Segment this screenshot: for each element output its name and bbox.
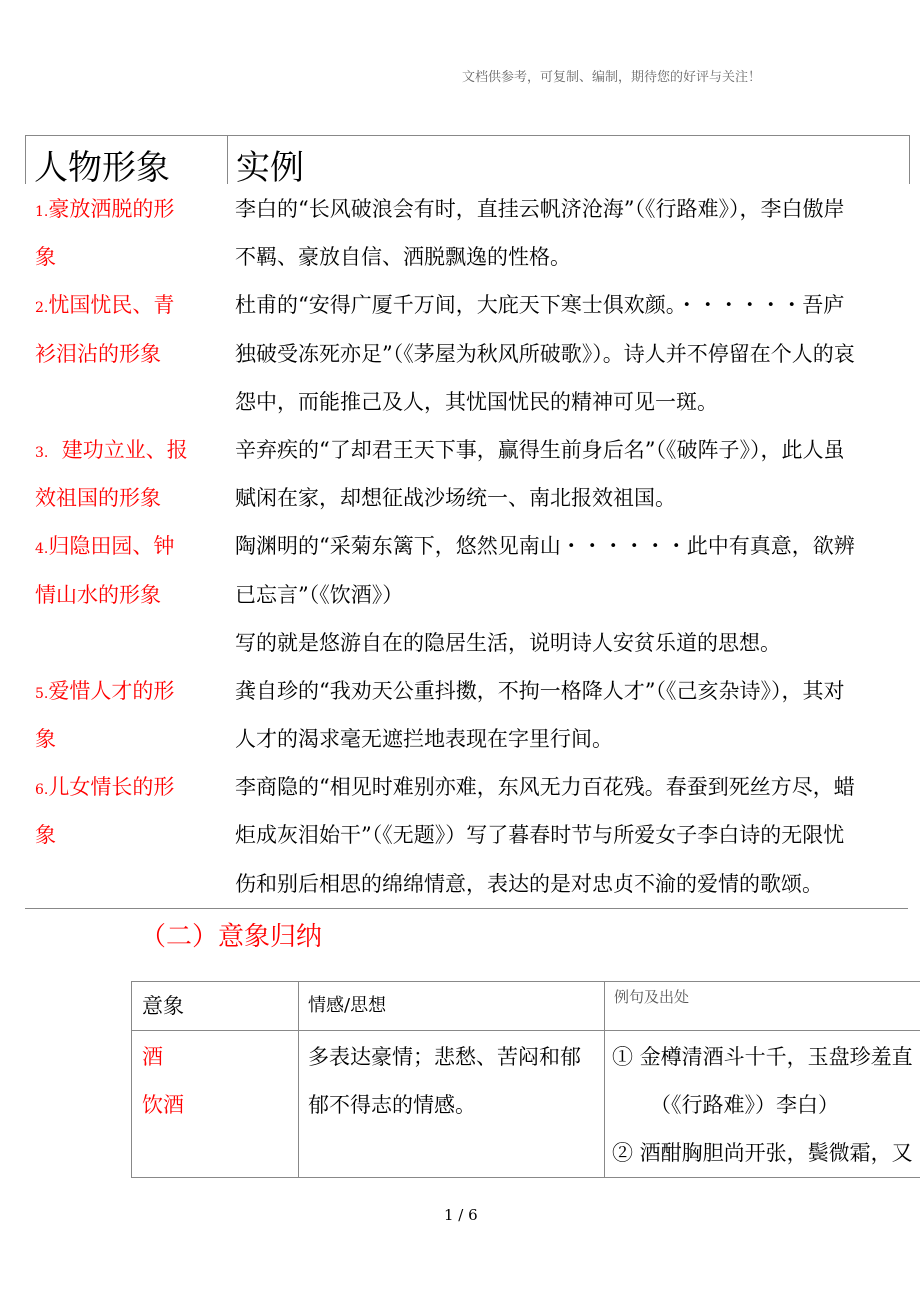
image-line: 酒 <box>142 1045 163 1069</box>
header-character-image: 人物形象 <box>34 148 170 188</box>
example-line: 李白的“长风破浪会有时，直挂云帆济沧海”（《行路难》），李白傲岸 <box>235 197 845 221</box>
label-text: 效祖国的形象 <box>35 486 161 511</box>
example-line: （《行路难》）李白） <box>650 1093 839 1117</box>
item-number: 5. <box>35 685 49 702</box>
header-examples: 例句及出处 <box>614 988 690 1006</box>
label-text: 归隐田园、钟 <box>48 534 175 559</box>
label-line <box>35 330 235 378</box>
header-note: 文档供参考，可复制、编制，期待您的好评与关注！ <box>462 70 762 85</box>
example-line: 独破受冻死亦足”（《茅屋为秋风所破歌》）。诗人并不停留在个人的哀 <box>235 341 855 366</box>
example-line: 杜甫的“安得广厦千万间，大庇天下寒士俱欢颜。・・・・・・吾庐 <box>235 293 845 318</box>
table1-bottom-border <box>25 908 908 909</box>
table2 <box>131 981 920 1178</box>
character-image-cell <box>35 522 235 667</box>
character-image-cell <box>35 763 235 908</box>
label-text: 爱惜人才的形 <box>48 678 175 703</box>
example-line: 已忘言”（《饮酒》） <box>235 582 404 607</box>
label-text: 象 <box>35 245 56 270</box>
example-cell <box>235 667 915 763</box>
label-line <box>35 185 235 233</box>
label-text: 儿女情长的形 <box>48 775 175 800</box>
label-line <box>35 667 235 715</box>
item-number: 2. <box>35 300 49 317</box>
image-line: 饮酒 <box>142 1093 184 1117</box>
label-text: 豪放洒脱的形 <box>48 197 175 221</box>
label-text: 象 <box>35 727 56 752</box>
label-line <box>35 522 235 570</box>
table-row <box>35 426 915 522</box>
label-line <box>35 571 235 619</box>
example-line: 辛弃疾的“了却君王天下事，赢得生前身后名”（《破阵子》），此人虽 <box>235 437 845 462</box>
table-row <box>35 522 915 667</box>
label-line <box>35 281 235 329</box>
label-line <box>35 233 235 281</box>
column-divider <box>604 982 605 1177</box>
example-cell <box>235 522 915 667</box>
label-text: 忧国忧民、青 <box>48 293 175 318</box>
header-image: 意象 <box>142 994 184 1018</box>
column-divider <box>227 136 228 184</box>
label-text: 象 <box>35 823 56 848</box>
item-number: 4. <box>35 541 49 558</box>
label-line <box>35 811 235 859</box>
example-cell <box>235 281 915 426</box>
example-line: 炬成灰泪始干”（《无题》）写了暮春时节与所爱女子李白诗的无限忧 <box>235 823 845 848</box>
item-number: 3. <box>35 444 49 461</box>
table1-header <box>25 135 910 188</box>
item-number: 6. <box>35 782 49 799</box>
table1-body <box>35 185 915 908</box>
emotion-line: 郁不得志的情感。 <box>308 1093 476 1117</box>
example-line: ② 酒酣胸胆尚开张，鬓微霜，又 <box>612 1141 913 1165</box>
character-image-cell <box>35 426 235 522</box>
character-image-cell <box>35 667 235 763</box>
header-example: 实例 <box>236 148 304 188</box>
label-text: 衫泪沾的形象 <box>35 341 161 366</box>
example-line: 人才的渴求毫无遮拦地表现在字里行间。 <box>235 727 613 752</box>
example-cell <box>235 185 915 281</box>
table-row <box>35 185 915 281</box>
column-divider <box>298 982 299 1177</box>
example-line: ① 金樽清酒斗十千，玉盘珍羞直 <box>612 1045 913 1069</box>
example-line: 不羁、豪放自信、洒脱飘逸的性格。 <box>235 245 571 270</box>
page-number: 1 / 6 <box>444 1206 478 1224</box>
label-line <box>35 426 235 474</box>
label-text: 建功立业、报 <box>48 437 188 462</box>
header-emotion: 情感/思想 <box>308 995 387 1016</box>
example-line: 李商隐的“相见时难别亦难，东风无力百花残。春蚕到死丝方尽，蜡 <box>235 775 855 800</box>
label-line <box>35 715 235 763</box>
table-row <box>35 667 915 763</box>
item-number: 1. <box>35 204 49 220</box>
emotion-line: 多表达豪情；悲愁、苦闷和郁 <box>308 1045 581 1069</box>
character-image-cell <box>35 281 235 426</box>
table-row <box>35 763 915 908</box>
label-line <box>35 763 235 811</box>
character-image-cell <box>35 185 235 281</box>
example-line: 赋闲在家，却想征战沙场统一、南北报效祖国。 <box>235 486 676 511</box>
example-line: 伤和别后相思的绵绵情意，表达的是对忠贞不渝的爱情的歌颂。 <box>235 871 823 896</box>
example-line: 陶渊明的“采菊东篱下，悠然见南山・・・・・・此中有真意，欲辨 <box>235 534 855 559</box>
example-line: 怨中，而能推己及人，其忧国忧民的精神可见一斑。 <box>235 389 718 414</box>
example-cell <box>235 426 915 522</box>
example-cell <box>235 763 915 908</box>
row-divider <box>132 1030 920 1031</box>
example-line: 龚自珍的“我劝天公重抖擞，不拘一格降人才”（《己亥杂诗》），其对 <box>235 678 845 703</box>
section-title: （二）意象归纳 <box>140 922 323 952</box>
label-text: 情山水的形象 <box>35 582 161 607</box>
table-row <box>35 281 915 426</box>
example-line: 写的就是悠游自在的隐居生活，说明诗人安贫乐道的思想。 <box>235 630 781 655</box>
label-line <box>35 474 235 522</box>
